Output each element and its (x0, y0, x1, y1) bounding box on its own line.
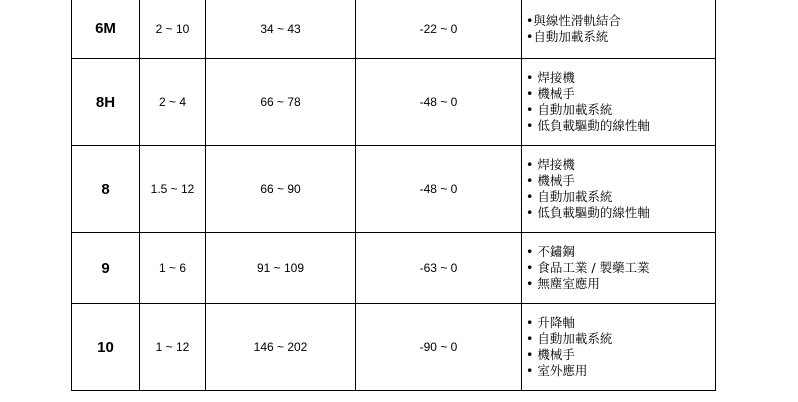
list-item: • 自動加載系統 (526, 102, 613, 117)
value-cell: 66 ~ 78 (206, 59, 356, 146)
list-item: • 低負載驅動的線性軸 (526, 205, 650, 220)
offset-cell: -48 ~ 0 (356, 146, 522, 233)
applications-list (526, 244, 715, 292)
applications-list (526, 315, 715, 379)
list-item: • 升降軸 (526, 315, 575, 330)
list-item: • 機械手 (526, 173, 575, 188)
list-item: •與線性滑軌結合 (526, 12, 621, 28)
table-row (72, 59, 716, 146)
list-item: • 焊接機 (526, 70, 575, 85)
applications-list (526, 13, 715, 45)
value-cell: 66 ~ 90 (206, 146, 356, 233)
range-cell: 2 ~ 4 (140, 59, 206, 146)
applications-cell (522, 146, 716, 233)
range-cell: 1 ~ 12 (140, 304, 206, 391)
list-item: • 機械手 (526, 86, 575, 101)
spec-table (71, 0, 716, 391)
value-cell: 34 ~ 43 (206, 0, 356, 59)
list-item: • 室外應用 (526, 363, 588, 378)
value-cell: 146 ~ 202 (206, 304, 356, 391)
offset-cell: -63 ~ 0 (356, 233, 522, 304)
applications-cell (522, 233, 716, 304)
offset-cell: -48 ~ 0 (356, 59, 522, 146)
list-item: • 自動加載系統 (526, 331, 613, 346)
applications-cell (522, 0, 716, 59)
range-cell: 1 ~ 6 (140, 233, 206, 304)
value-cell: 91 ~ 109 (206, 233, 356, 304)
list-item: • 無塵室應用 (526, 276, 600, 291)
type-cell: 8 (72, 146, 140, 233)
type-cell: 10 (72, 304, 140, 391)
applications-cell (522, 59, 716, 146)
list-item: • 不鏽鋼 (526, 244, 575, 259)
table-row (72, 233, 716, 304)
range-cell: 2 ~ 10 (140, 0, 206, 59)
type-cell: 9 (72, 233, 140, 304)
table-row (72, 0, 716, 59)
applications-cell (522, 304, 716, 391)
list-item: • 食品工業 / 製藥工業 (526, 260, 650, 275)
applications-list (526, 70, 715, 134)
offset-cell: -90 ~ 0 (356, 304, 522, 391)
list-item: • 自動加載系統 (526, 189, 613, 204)
range-cell: 1.5 ~ 12 (140, 146, 206, 233)
list-item: • 低負載驅動的線性軸 (526, 118, 650, 133)
table-row (72, 304, 716, 391)
type-cell: 6M (72, 0, 140, 59)
list-item: • 焊接機 (526, 157, 575, 172)
offset-cell: -22 ~ 0 (356, 0, 522, 59)
table-row (72, 146, 716, 233)
list-item: • 機械手 (526, 347, 575, 362)
applications-list (526, 157, 715, 221)
list-item: •自動加載系統 (526, 28, 609, 44)
type-cell: 8H (72, 59, 140, 146)
